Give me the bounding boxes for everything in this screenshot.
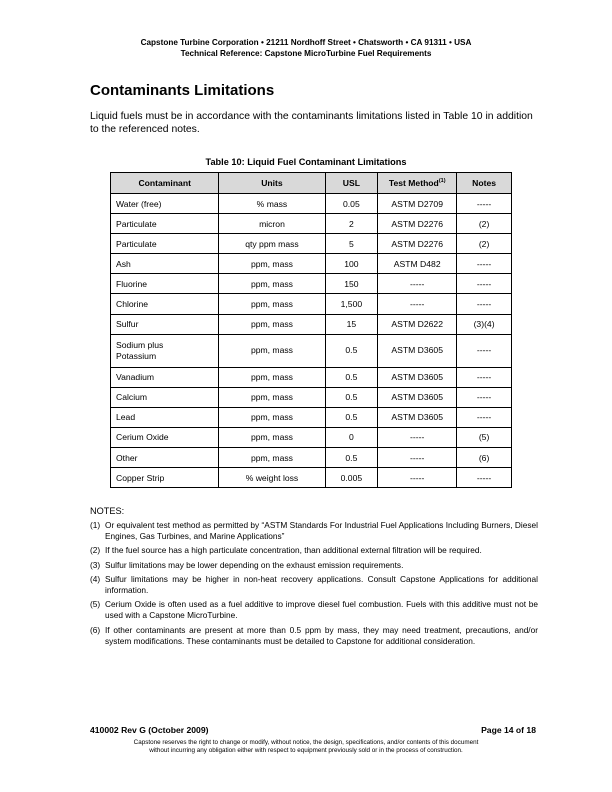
cell-contaminant: Other [111,448,219,468]
cell-contaminant: Ash [111,254,219,274]
cell-contaminant: Chlorine [111,294,219,314]
cell-test-method: ASTM D2709 [378,194,457,214]
table-row [111,427,512,447]
cell-units: micron [219,214,325,234]
note-text: Sulfur limitations may be higher in non-heat recovery applications. Consult Capstone Applications for additional information. [105,574,538,596]
cell-contaminant-line2: Potassium [116,350,157,361]
footer-disclaimer-line2: without incurring any obligation either with respect to equipment previously sold or in the process of construction. [149,747,463,755]
cell-contaminant: Water (free) [111,194,219,214]
contaminant-table [110,172,512,488]
cell-contaminant: Fluorine [111,274,219,294]
cell-notes: ----- [457,367,512,387]
note-item [90,599,538,621]
cell-contaminant [111,334,219,367]
cell-notes: (6) [457,448,512,468]
cell-notes: (5) [457,427,512,447]
note-text: Cerium Oxide is often used as a fuel additive to improve diesel fuel combustion. Fuels with this additive must not be used with a Capstone MicroTurbine. [105,599,538,621]
cell-usl: 0.5 [325,334,378,367]
cell-notes: ----- [457,254,512,274]
cell-contaminant-line1: Sodium plus [116,340,164,351]
page-header [0,37,612,59]
note-text: Sulfur limitations may be lower depending on the exhaust emission requirements. [105,559,404,570]
cell-units: ppm, mass [219,427,325,447]
footer-disclaimer [0,739,612,756]
cell-usl: 0.005 [325,468,378,488]
cell-notes: ----- [457,274,512,294]
cell-contaminant: Lead [111,407,219,427]
cell-usl: 0.5 [325,407,378,427]
cell-test-method: ASTM D3605 [378,387,457,407]
intro-paragraph: Liquid fuels must be in accordance with the contaminants limitations listed in Table 10 in addition to the referenced notes. [90,111,533,135]
cell-usl: 0 [325,427,378,447]
table-row [111,214,512,234]
header-usl: USL [325,173,378,194]
cell-units: % weight loss [219,468,325,488]
cell-test-method: ASTM D3605 [378,334,457,367]
cell-test-method: ASTM D2276 [378,234,457,254]
note-number: (1) [90,520,101,530]
note-item [90,545,538,556]
note-item [90,574,538,596]
cell-contaminant: Sulfur [111,314,219,334]
table-row [111,234,512,254]
note-number: (6) [90,624,101,635]
cell-units: ppm, mass [219,314,325,334]
note-item [90,560,538,571]
table-row [111,314,512,334]
cell-notes: ----- [457,334,512,367]
notes-list [90,520,538,650]
footer-document-id: 410002 Rev G (October 2009) [90,725,209,735]
cell-units: ppm, mass [219,367,325,387]
note-item [90,520,538,542]
cell-test-method: ASTM D3605 [378,367,457,387]
header-contaminant: Contaminant [111,173,219,194]
cell-units: ppm, mass [219,274,325,294]
note-number: (5) [90,599,101,610]
cell-usl: 0.5 [325,448,378,468]
cell-test-method: ----- [378,294,457,314]
cell-notes: (2) [457,234,512,254]
cell-notes: ----- [457,468,512,488]
cell-notes: ----- [457,194,512,214]
cell-test-method: ----- [378,274,457,294]
cell-usl: 15 [325,314,378,334]
header-units: Units [219,173,325,194]
note-text: Or equivalent test method as permitted by “ASTM Standards For Industrial Fuel Applications Including Burners, Diesel Engines, Gas Turbines, and Marine Applications” [105,520,538,541]
table-caption: Table 10: Liquid Fuel Contaminant Limitations [205,157,407,167]
cell-units: ppm, mass [219,448,325,468]
cell-units: ppm, mass [219,254,325,274]
cell-usl: 0.05 [325,194,378,214]
footer-page-number: Page 14 of 18 [481,725,536,735]
cell-test-method: ASTM D2276 [378,214,457,234]
header-reference: Technical Reference: Capstone MicroTurbine Fuel Requirements [180,49,432,58]
cell-usl: 100 [325,254,378,274]
table-row [111,194,512,214]
table-row [111,334,512,367]
header-notes: Notes [457,173,512,194]
cell-units: ppm, mass [219,334,325,367]
cell-test-method: ----- [378,448,457,468]
cell-units: qty ppm mass [219,234,325,254]
table-row [111,294,512,314]
header-test-method-label: Test Method [388,178,439,188]
cell-contaminant: Vanadium [111,367,219,387]
cell-units: ppm, mass [219,387,325,407]
cell-contaminant: Particulate [111,234,219,254]
cell-test-method: ----- [378,427,457,447]
cell-test-method: ASTM D2622 [378,314,457,334]
footer-disclaimer-line1: Capstone reserves the right to change or modify, without notice, the design, specifications, and/or contents of this document [133,739,479,746]
table-row [111,387,512,407]
cell-contaminant: Particulate [111,214,219,234]
cell-test-method: ----- [378,468,457,488]
note-number: (3) [90,559,101,570]
cell-units: ppm, mass [219,294,325,314]
cell-usl: 0.5 [325,387,378,407]
cell-test-method: ASTM D482 [378,254,457,274]
table-header-row [111,173,512,194]
table-row [111,254,512,274]
note-number: (4) [90,574,101,585]
cell-contaminant: Calcium [111,387,219,407]
note-number: (2) [90,545,101,556]
table-row [111,407,512,427]
footnote-marker: (1) [438,178,446,184]
cell-contaminant: Copper Strip [111,468,219,488]
note-text: If other contaminants are present at more than 0.5 ppm by mass, they may need treatment, precautions, and/or system modifications. These contaminants must be detailed to Capstone for additional consideration. [105,624,538,646]
cell-contaminant: Cerium Oxide [111,427,219,447]
cell-notes: ----- [457,387,512,407]
cell-usl: 0.5 [325,367,378,387]
cell-units: % mass [219,194,325,214]
cell-notes: ----- [457,294,512,314]
cell-notes: (2) [457,214,512,234]
cell-units: ppm, mass [219,407,325,427]
table-row [111,448,512,468]
table-row [111,274,512,294]
header-address: Capstone Turbine Corporation • 21211 Nordhoff Street • Chatsworth • CA 91311 • USA [140,38,472,47]
cell-usl: 1,500 [325,294,378,314]
cell-test-method: ASTM D3605 [378,407,457,427]
cell-usl: 150 [325,274,378,294]
section-title: Contaminants Limitations [90,82,275,99]
table-row [111,468,512,488]
cell-notes: ----- [457,407,512,427]
cell-notes: (3)(4) [457,314,512,334]
table-row [111,367,512,387]
header-test-method [378,173,457,194]
notes-heading: NOTES: [90,506,125,516]
note-item [90,625,538,647]
note-text: If the fuel source has a high particulate concentration, than additional external filtration will be required. [105,545,482,556]
cell-usl: 5 [325,234,378,254]
cell-usl: 2 [325,214,378,234]
